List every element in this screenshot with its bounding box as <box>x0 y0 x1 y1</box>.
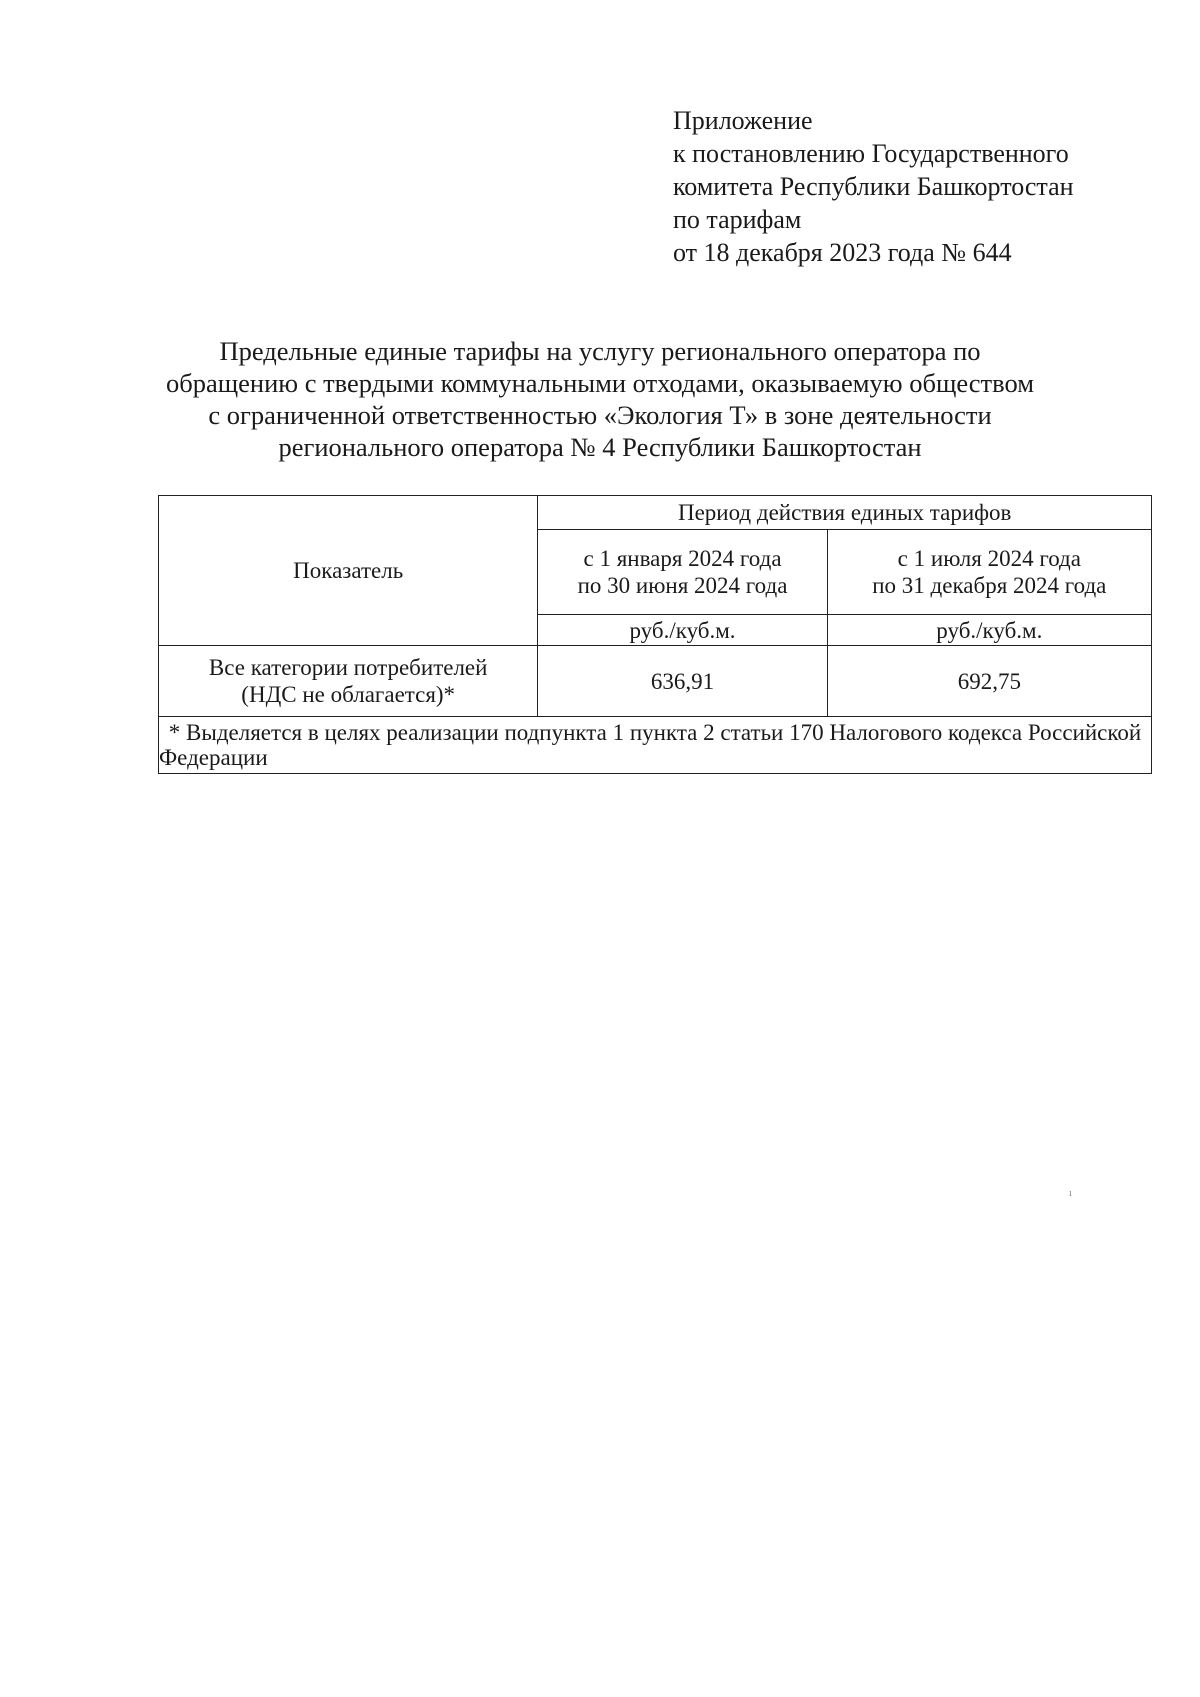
period-2-unit: руб./куб.м. <box>827 615 1151 646</box>
consumer-category-label: Все категории потребителей <box>208 655 488 680</box>
title-line: Предельные единые тарифы на услугу регионального оператора по <box>219 336 981 366</box>
appendix-line: к постановлению Государственного <box>673 139 1069 168</box>
period-2-end: по 31 декабря 2024 года <box>872 573 1107 598</box>
vat-note-label: (НДС не облагается)* <box>241 682 456 707</box>
period-header: Период действия единых тарифов <box>677 500 1012 525</box>
appendix-line: комитета Республики Башкортостан <box>673 172 1074 201</box>
tariff-table <box>158 495 1152 774</box>
period-2-cell <box>827 530 1151 615</box>
period-1-unit: руб./куб.м. <box>538 615 827 646</box>
period-1-cell <box>538 530 827 615</box>
title-line: регионального оператора № 4 Республики Башкортостан <box>278 432 922 462</box>
footnote: * Выделяется в целях реализации подпункта 1 пункта 2 статьи 170 Налогового кодекса Российской Федерации <box>159 717 1152 774</box>
indicator-header: Показатель <box>293 558 404 583</box>
consumer-category-cell <box>159 646 538 717</box>
period-header-cell <box>538 496 1152 530</box>
tariff-value-period-2: 692,75 <box>827 646 1151 717</box>
period-2-start: с 1 июля 2024 года <box>897 546 1081 571</box>
period-1-start: с 1 января 2024 года <box>583 546 782 571</box>
title-line: с ограниченной ответственностью «Экология Т» в зоне деятельности <box>208 400 992 430</box>
title-line: обращению с твердыми коммунальными отходами, оказываемую обществом <box>166 368 1034 398</box>
period-1-end: по 30 июня 2024 года <box>577 573 788 598</box>
stray-scan-mark: ı <box>1069 1188 1072 1199</box>
appendix-line: Приложение <box>673 106 813 135</box>
table-header-row <box>159 496 1152 530</box>
indicator-header-cell <box>159 496 538 646</box>
document-title <box>140 335 1060 463</box>
appendix-line: по тарифам <box>673 205 802 234</box>
tariff-value-period-1: 636,91 <box>538 646 827 717</box>
table-row <box>159 646 1152 717</box>
footnote-row <box>159 717 1152 774</box>
appendix-header <box>673 104 1074 269</box>
appendix-line: от 18 декабря 2023 года № 644 <box>673 238 1012 267</box>
